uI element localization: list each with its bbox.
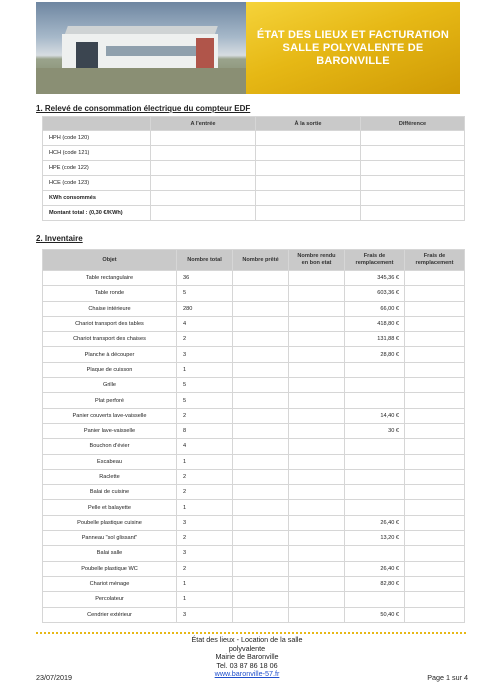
- inventory-table: [42, 249, 465, 623]
- section-1-title: 1. Relevé de consommation électrique du compteur EDF: [36, 104, 251, 113]
- replacement-fee: [345, 393, 405, 408]
- item-name: Chaise intérieure: [43, 301, 177, 316]
- table-row: [43, 592, 465, 607]
- returned-count-cell[interactable]: [289, 362, 345, 377]
- column-header: Nombre rendu en bon etat: [289, 250, 345, 271]
- replacement-fee-cell[interactable]: [405, 378, 465, 393]
- inventory-header-row: [43, 250, 465, 271]
- table-row: [43, 347, 465, 362]
- total-count: 36: [177, 271, 233, 286]
- column-header: Frais de remplacement: [405, 250, 465, 271]
- replacement-fee-cell[interactable]: [405, 301, 465, 316]
- table-row: [43, 500, 465, 515]
- total-count: 2: [177, 561, 233, 576]
- replacement-fee: 603,36 €: [345, 286, 405, 301]
- replacement-fee-cell[interactable]: [405, 286, 465, 301]
- item-name: Pelle et balayette: [43, 500, 177, 515]
- entry-cell[interactable]: [151, 131, 256, 146]
- lent-count-cell[interactable]: [233, 393, 289, 408]
- lent-count-cell[interactable]: [233, 362, 289, 377]
- entry-cell[interactable]: [151, 191, 256, 206]
- lent-count-cell[interactable]: [233, 546, 289, 561]
- difference-cell[interactable]: [361, 176, 465, 191]
- lent-count-cell[interactable]: [233, 271, 289, 286]
- table-row: [43, 393, 465, 408]
- replacement-fee-cell[interactable]: [405, 423, 465, 438]
- total-count: 1: [177, 362, 233, 377]
- lent-count-cell[interactable]: [233, 485, 289, 500]
- total-count: 2: [177, 485, 233, 500]
- returned-count-cell[interactable]: [289, 393, 345, 408]
- title-panel: [246, 2, 460, 94]
- item-name: Panier lave-vaisselle: [43, 423, 177, 438]
- total-count: 3: [177, 515, 233, 530]
- lent-count-cell[interactable]: [233, 378, 289, 393]
- replacement-fee: 66,00 €: [345, 301, 405, 316]
- total-count: 2: [177, 408, 233, 423]
- footer-title-line: polyvalente: [228, 643, 266, 653]
- exit-cell[interactable]: [256, 131, 361, 146]
- table-row: [43, 161, 465, 176]
- electricity-header-row: [43, 117, 465, 131]
- returned-count-cell[interactable]: [289, 271, 345, 286]
- replacement-fee-cell[interactable]: [405, 576, 465, 591]
- item-name: Plat perforé: [43, 393, 177, 408]
- replacement-fee: [345, 439, 405, 454]
- entry-cell[interactable]: [151, 161, 256, 176]
- total-count: 2: [177, 469, 233, 484]
- replacement-fee-cell[interactable]: [405, 485, 465, 500]
- exit-cell[interactable]: [256, 191, 361, 206]
- lent-count-cell[interactable]: [233, 316, 289, 331]
- returned-count-cell[interactable]: [289, 286, 345, 301]
- replacement-fee: 14,40 €: [345, 408, 405, 423]
- returned-count-cell[interactable]: [289, 301, 345, 316]
- difference-cell[interactable]: [361, 191, 465, 206]
- difference-cell[interactable]: [361, 206, 465, 221]
- footer-divider: [36, 632, 466, 634]
- returned-count-cell[interactable]: [289, 378, 345, 393]
- item-name: Chariot transport des chaises: [43, 332, 177, 347]
- entry-cell[interactable]: [151, 176, 256, 191]
- replacement-fee: 345,36 €: [345, 271, 405, 286]
- footer-title-line: État des lieux - Location de la salle: [191, 635, 303, 644]
- replacement-fee-cell[interactable]: [405, 271, 465, 286]
- exit-cell[interactable]: [256, 176, 361, 191]
- table-row: [43, 271, 465, 286]
- item-name: Poubelle plastique WC: [43, 561, 177, 576]
- total-count: 4: [177, 439, 233, 454]
- row-label: HCE (code 123): [43, 176, 151, 191]
- item-name: Cendrier extérieur: [43, 607, 177, 622]
- replacement-fee-cell[interactable]: [405, 454, 465, 469]
- replacement-fee: [345, 362, 405, 377]
- returned-count-cell[interactable]: [289, 469, 345, 484]
- table-row: [43, 206, 465, 221]
- table-row: [43, 176, 465, 191]
- total-count: 2: [177, 531, 233, 546]
- item-name: Raclette: [43, 469, 177, 484]
- difference-cell[interactable]: [361, 131, 465, 146]
- table-row: [43, 485, 465, 500]
- total-count: 1: [177, 454, 233, 469]
- replacement-fee-cell[interactable]: [405, 316, 465, 331]
- column-header: Nombre prêté: [233, 250, 289, 271]
- total-count: 3: [177, 347, 233, 362]
- table-row: [43, 301, 465, 316]
- total-count: 3: [177, 546, 233, 561]
- replacement-fee-cell[interactable]: [405, 592, 465, 607]
- replacement-fee-cell[interactable]: [405, 531, 465, 546]
- item-name: Balai de cuisine: [43, 485, 177, 500]
- lent-count-cell[interactable]: [233, 576, 289, 591]
- section-2-title: 2. Inventaire: [36, 234, 83, 243]
- item-name: Chariot transport des tables: [43, 316, 177, 331]
- entry-cell[interactable]: [151, 206, 256, 221]
- total-count: 2: [177, 332, 233, 347]
- replacement-fee: [345, 454, 405, 469]
- building-photo: [36, 2, 246, 94]
- electricity-table: [42, 116, 465, 221]
- returned-count-cell[interactable]: [289, 561, 345, 576]
- footer-info: [100, 636, 394, 679]
- row-label: Montant total : (0,30 €/KWh): [43, 206, 151, 221]
- replacement-fee-cell[interactable]: [405, 347, 465, 362]
- item-name: Panneau "sol glissant": [43, 531, 177, 546]
- returned-count-cell[interactable]: [289, 576, 345, 591]
- table-row: [43, 362, 465, 377]
- total-count: 8: [177, 423, 233, 438]
- lent-count-cell[interactable]: [233, 347, 289, 362]
- lent-count-cell[interactable]: [233, 500, 289, 515]
- total-count: 5: [177, 286, 233, 301]
- entry-cell[interactable]: [151, 146, 256, 161]
- lent-count-cell[interactable]: [233, 408, 289, 423]
- column-header: A l'entrée: [151, 117, 256, 131]
- lent-count-cell[interactable]: [233, 607, 289, 622]
- table-row: [43, 408, 465, 423]
- returned-count-cell[interactable]: [289, 515, 345, 530]
- replacement-fee: 30 €: [345, 423, 405, 438]
- returned-count-cell[interactable]: [289, 423, 345, 438]
- table-row: [43, 469, 465, 484]
- total-count: 4: [177, 316, 233, 331]
- replacement-fee-cell[interactable]: [405, 561, 465, 576]
- column-header: Différence: [361, 117, 465, 131]
- lent-count-cell[interactable]: [233, 286, 289, 301]
- replacement-fee: [345, 500, 405, 515]
- replacement-fee: 50,40 €: [345, 607, 405, 622]
- replacement-fee: [345, 485, 405, 500]
- item-name: Poubelle plastique cuisine: [43, 515, 177, 530]
- table-row: [43, 531, 465, 546]
- replacement-fee-cell[interactable]: [405, 439, 465, 454]
- table-row: [43, 286, 465, 301]
- footer-phone: Tel. 03 87 86 18 06: [216, 660, 278, 670]
- returned-count-cell[interactable]: [289, 607, 345, 622]
- lent-count-cell[interactable]: [233, 423, 289, 438]
- returned-count-cell[interactable]: [289, 485, 345, 500]
- table-row: [43, 423, 465, 438]
- item-name: Table rectangulaire: [43, 271, 177, 286]
- row-label: HCH (code 121): [43, 146, 151, 161]
- table-row: [43, 191, 465, 206]
- replacement-fee-cell[interactable]: [405, 607, 465, 622]
- lent-count-cell[interactable]: [233, 592, 289, 607]
- exit-cell[interactable]: [256, 146, 361, 161]
- item-name: Bouchon d'évier: [43, 439, 177, 454]
- replacement-fee: [345, 469, 405, 484]
- lent-count-cell[interactable]: [233, 301, 289, 316]
- returned-count-cell[interactable]: [289, 408, 345, 423]
- total-count: 5: [177, 378, 233, 393]
- item-name: Table ronde: [43, 286, 177, 301]
- table-row: [43, 378, 465, 393]
- replacement-fee: 26,40 €: [345, 561, 405, 576]
- replacement-fee: 26,40 €: [345, 515, 405, 530]
- lent-count-cell[interactable]: [233, 531, 289, 546]
- returned-count-cell[interactable]: [289, 454, 345, 469]
- column-header: À la sortie: [256, 117, 361, 131]
- column-header: Nombre total: [177, 250, 233, 271]
- replacement-fee: [345, 378, 405, 393]
- total-count: 280: [177, 301, 233, 316]
- item-name: Balai salle: [43, 546, 177, 561]
- item-name: Percolateur: [43, 592, 177, 607]
- replacement-fee: 418,80 €: [345, 316, 405, 331]
- item-name: Grille: [43, 378, 177, 393]
- difference-cell[interactable]: [361, 146, 465, 161]
- item-name: Panier couverts lave-vaisselle: [43, 408, 177, 423]
- table-row: [43, 607, 465, 622]
- item-name: Plaque de cuisson: [43, 362, 177, 377]
- returned-count-cell[interactable]: [289, 332, 345, 347]
- replacement-fee-cell[interactable]: [405, 408, 465, 423]
- column-header: [43, 117, 151, 131]
- replacement-fee: [345, 592, 405, 607]
- replacement-fee-cell[interactable]: [405, 469, 465, 484]
- column-header: Frais de remplacement: [345, 250, 405, 271]
- row-label: HPE (code 122): [43, 161, 151, 176]
- table-row: [43, 546, 465, 561]
- returned-count-cell[interactable]: [289, 500, 345, 515]
- replacement-fee-cell[interactable]: [405, 332, 465, 347]
- returned-count-cell[interactable]: [289, 439, 345, 454]
- replacement-fee: [345, 546, 405, 561]
- table-row: [43, 439, 465, 454]
- lent-count-cell[interactable]: [233, 454, 289, 469]
- table-row: [43, 454, 465, 469]
- footer-date: 23/07/2019: [36, 673, 72, 682]
- header-banner: [36, 2, 460, 94]
- lent-count-cell[interactable]: [233, 439, 289, 454]
- replacement-fee-cell[interactable]: [405, 515, 465, 530]
- replacement-fee-cell[interactable]: [405, 362, 465, 377]
- row-label: HPH (code 120): [43, 131, 151, 146]
- item-name: Chariot ménage: [43, 576, 177, 591]
- difference-cell[interactable]: [361, 161, 465, 176]
- returned-count-cell[interactable]: [289, 316, 345, 331]
- column-header: Objet: [43, 250, 177, 271]
- table-row: [43, 561, 465, 576]
- lent-count-cell[interactable]: [233, 469, 289, 484]
- replacement-fee: 82,80 €: [345, 576, 405, 591]
- replacement-fee-cell[interactable]: [405, 393, 465, 408]
- returned-count-cell[interactable]: [289, 347, 345, 362]
- total-count: 1: [177, 500, 233, 515]
- lent-count-cell[interactable]: [233, 332, 289, 347]
- row-label: KWh consommés: [43, 191, 151, 206]
- website-link[interactable]: www.baronville-57.fr: [214, 669, 280, 679]
- table-row: [43, 332, 465, 347]
- item-name: Escabeau: [43, 454, 177, 469]
- total-count: 1: [177, 592, 233, 607]
- item-name: Planche à découper: [43, 347, 177, 362]
- table-row: [43, 576, 465, 591]
- lent-count-cell[interactable]: [233, 561, 289, 576]
- replacement-fee-cell[interactable]: [405, 546, 465, 561]
- total-count: 3: [177, 607, 233, 622]
- replacement-fee-cell[interactable]: [405, 500, 465, 515]
- table-row: [43, 316, 465, 331]
- lent-count-cell[interactable]: [233, 515, 289, 530]
- page-number: Page 1 sur 4: [427, 673, 468, 682]
- returned-count-cell[interactable]: [289, 546, 345, 561]
- footer-organization: Mairie de Baronville: [215, 652, 279, 662]
- document-title: ÉTAT DES LIEUX ET FACTURATION SALLE POLYVALENTE DE BARONVILLE: [256, 28, 450, 67]
- total-count: 5: [177, 393, 233, 408]
- total-count: 1: [177, 576, 233, 591]
- exit-cell[interactable]: [256, 206, 361, 221]
- replacement-fee: 131,88 €: [345, 332, 405, 347]
- returned-count-cell[interactable]: [289, 531, 345, 546]
- table-row: [43, 131, 465, 146]
- replacement-fee: 13,20 €: [345, 531, 405, 546]
- table-row: [43, 515, 465, 530]
- replacement-fee: 28,80 €: [345, 347, 405, 362]
- exit-cell[interactable]: [256, 161, 361, 176]
- returned-count-cell[interactable]: [289, 592, 345, 607]
- table-row: [43, 146, 465, 161]
